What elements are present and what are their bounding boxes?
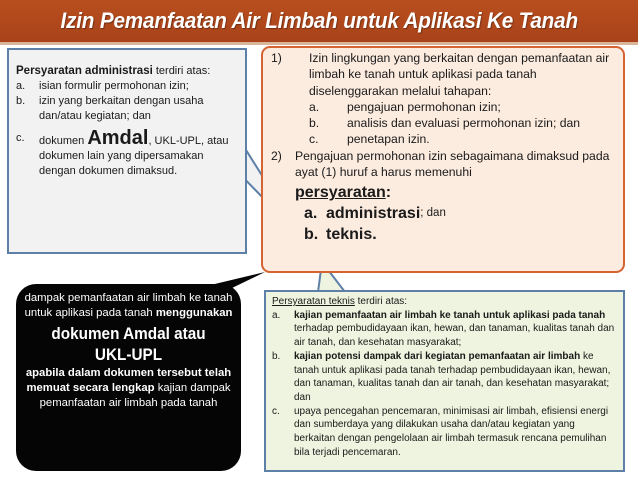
bubble-condition: apabila dalam dokumen tersebut telah memuat secara lengkap kajian dampak pemanfaatan air limbah pada tanah: [25, 367, 232, 409]
technical-requirements-box: [264, 290, 625, 472]
technical-item-c: c. upaya pencegahan pencemaran, minimisasi air limbah, efisiensi energi dan sumberdaya yang dilakukan usaha dan/atau kegiatan yang berkaitan dengan pengelolaan air limbah termasuk rencana pemulihan bila terjadi pencemaran.: [272, 405, 609, 458]
requirements-heading: persyaratan:: [295, 184, 392, 202]
step-1-sub-a: a. pengajuan permohonan izin;: [309, 99, 501, 114]
procedure-steps-box: [261, 46, 625, 273]
requirement-administrasi: a. administrasi ; dan: [304, 205, 446, 223]
technical-lead: Persyaratan teknis terdiri atas:: [272, 296, 408, 307]
admin-item-b: b. izin yang berkaitan dengan usaha dan/atau kegiatan; dan: [16, 95, 204, 122]
amdal-note-bubble: [16, 284, 241, 471]
technical-item-b: b. kajian potensi dampak dari kegiatan pemanfaatan air limbah ke tanah untuk aplikasi pada tanah terhadap pembudidayaan ikan, hewan, dan tanaman, kualitas tanah dan air tanah, dan kesehatan masyarakat; dan: [272, 350, 611, 403]
step-1: 1) Izin lingkungan yang berkaitan dengan pemanfaatan air limbah ke tanah untuk aplikasi pada tanah diselenggarakan melalui tahapan:: [271, 51, 610, 98]
step-2: 2) Pengajuan permohonan izin sebagaimana dimaksud pada ayat (1) huruf a harus memenuhi: [271, 148, 610, 180]
technical-item-a: a. kajian pemanfaatan air limbah ke tanah untuk aplikasi pada tanah terhadap pembudidayaan ikan, hewan, dan tanaman, kualitas tanah dan air tanah, dan kesehatan masyarakat;: [272, 309, 615, 349]
step-1-sub-b: b. analisis dan evaluasi permohonan izin; dan: [309, 116, 581, 131]
administrative-requirements-box: [7, 48, 247, 254]
bubble-highlight: dokumen Amdal atau UKL-UPL: [51, 324, 206, 364]
page-title: Izin Pemanfaatan Air Limbah untuk Aplikasi Ke Tanah: [60, 8, 578, 33]
admin-item-c: c. dokumen Amdal, UKL-UPL, atau dokumen lain yang dipersamakan dengan dokumen dimaksud.: [16, 127, 229, 177]
admin-item-a: a. isian formulir permohonan izin;: [16, 80, 189, 92]
requirement-teknis: b. teknis.: [304, 226, 377, 244]
amdal-highlight: Amdal: [87, 127, 149, 149]
step-1-sub-c: c. penetapan izin.: [309, 132, 430, 147]
admin-lead: Persyaratan administrasi terdiri atas:: [16, 65, 211, 77]
bubble-intro: dampak pemanfaatan air limbah ke tanah untuk aplikasi pada tanah menggunakan: [24, 292, 233, 319]
